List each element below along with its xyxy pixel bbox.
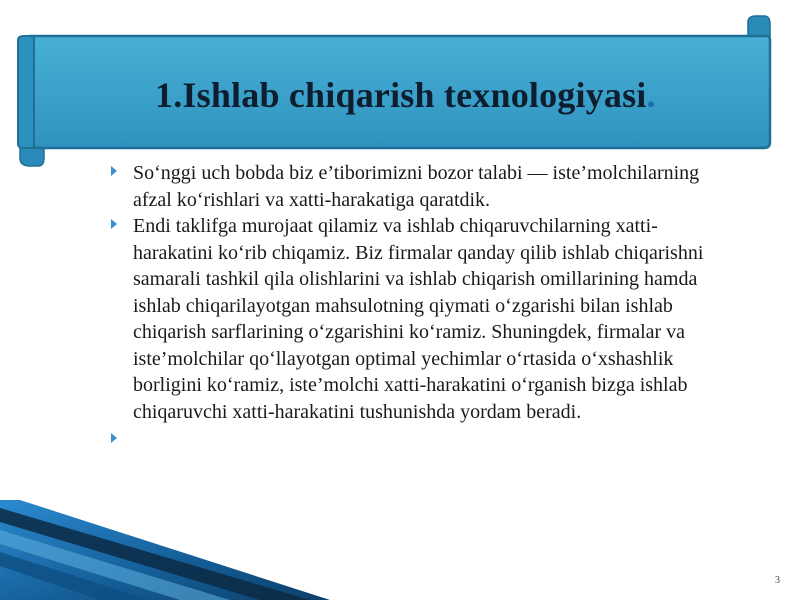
corner-decoration [0,500,330,600]
bullet-text-2: Endi taklifga murojaat qilamiz va ishlab chiqaruvchilarning xatti-harakatini ko‘rib chiqamiz. Biz firmalar qanday qilib ishlab chiqarishni samarali tashkil qila olishlarini va ishlab chiqarish omillarining hamda ishlab chiqarilayotgan mahsulotning qiymati o‘zgarishi bilan ishlab chiqarish sarflarining o‘zgarishini ko‘ramiz. Shuningdek, firmalar va iste’molchilar qo‘llayotgan optimal yechimlar o‘rtasida o‘xshashlik borligini ko‘ramiz, iste’molchi xatti-harakatini o‘rganish bizga ishlab chiqaruvchi xatti-harakatini tushunishda yordam beradi. [133,215,704,423]
bullet-item-1 [110,160,735,213]
bullet-arrow-icon [111,433,117,443]
title-banner [0,0,800,170]
bullet-text-1: So‘nggi uch bobda biz e’tiborimizni bozor talabi — iste’molchilarning afzal ko‘rishlari va xatti-harakatiga qaratdik. [133,162,700,211]
page-number: 3 [775,575,780,586]
bullet-list [110,160,735,453]
slide-title-suffix: . [646,75,656,115]
slide-title-text: 1.Ishlab chiqarish texnologiyasi [155,75,647,115]
bullet-item-3 [110,427,735,453]
bullet-arrow-icon [111,166,117,176]
bullet-item-2 [110,213,735,425]
bullet-arrow-icon [111,219,117,229]
slide-title [155,74,656,116]
